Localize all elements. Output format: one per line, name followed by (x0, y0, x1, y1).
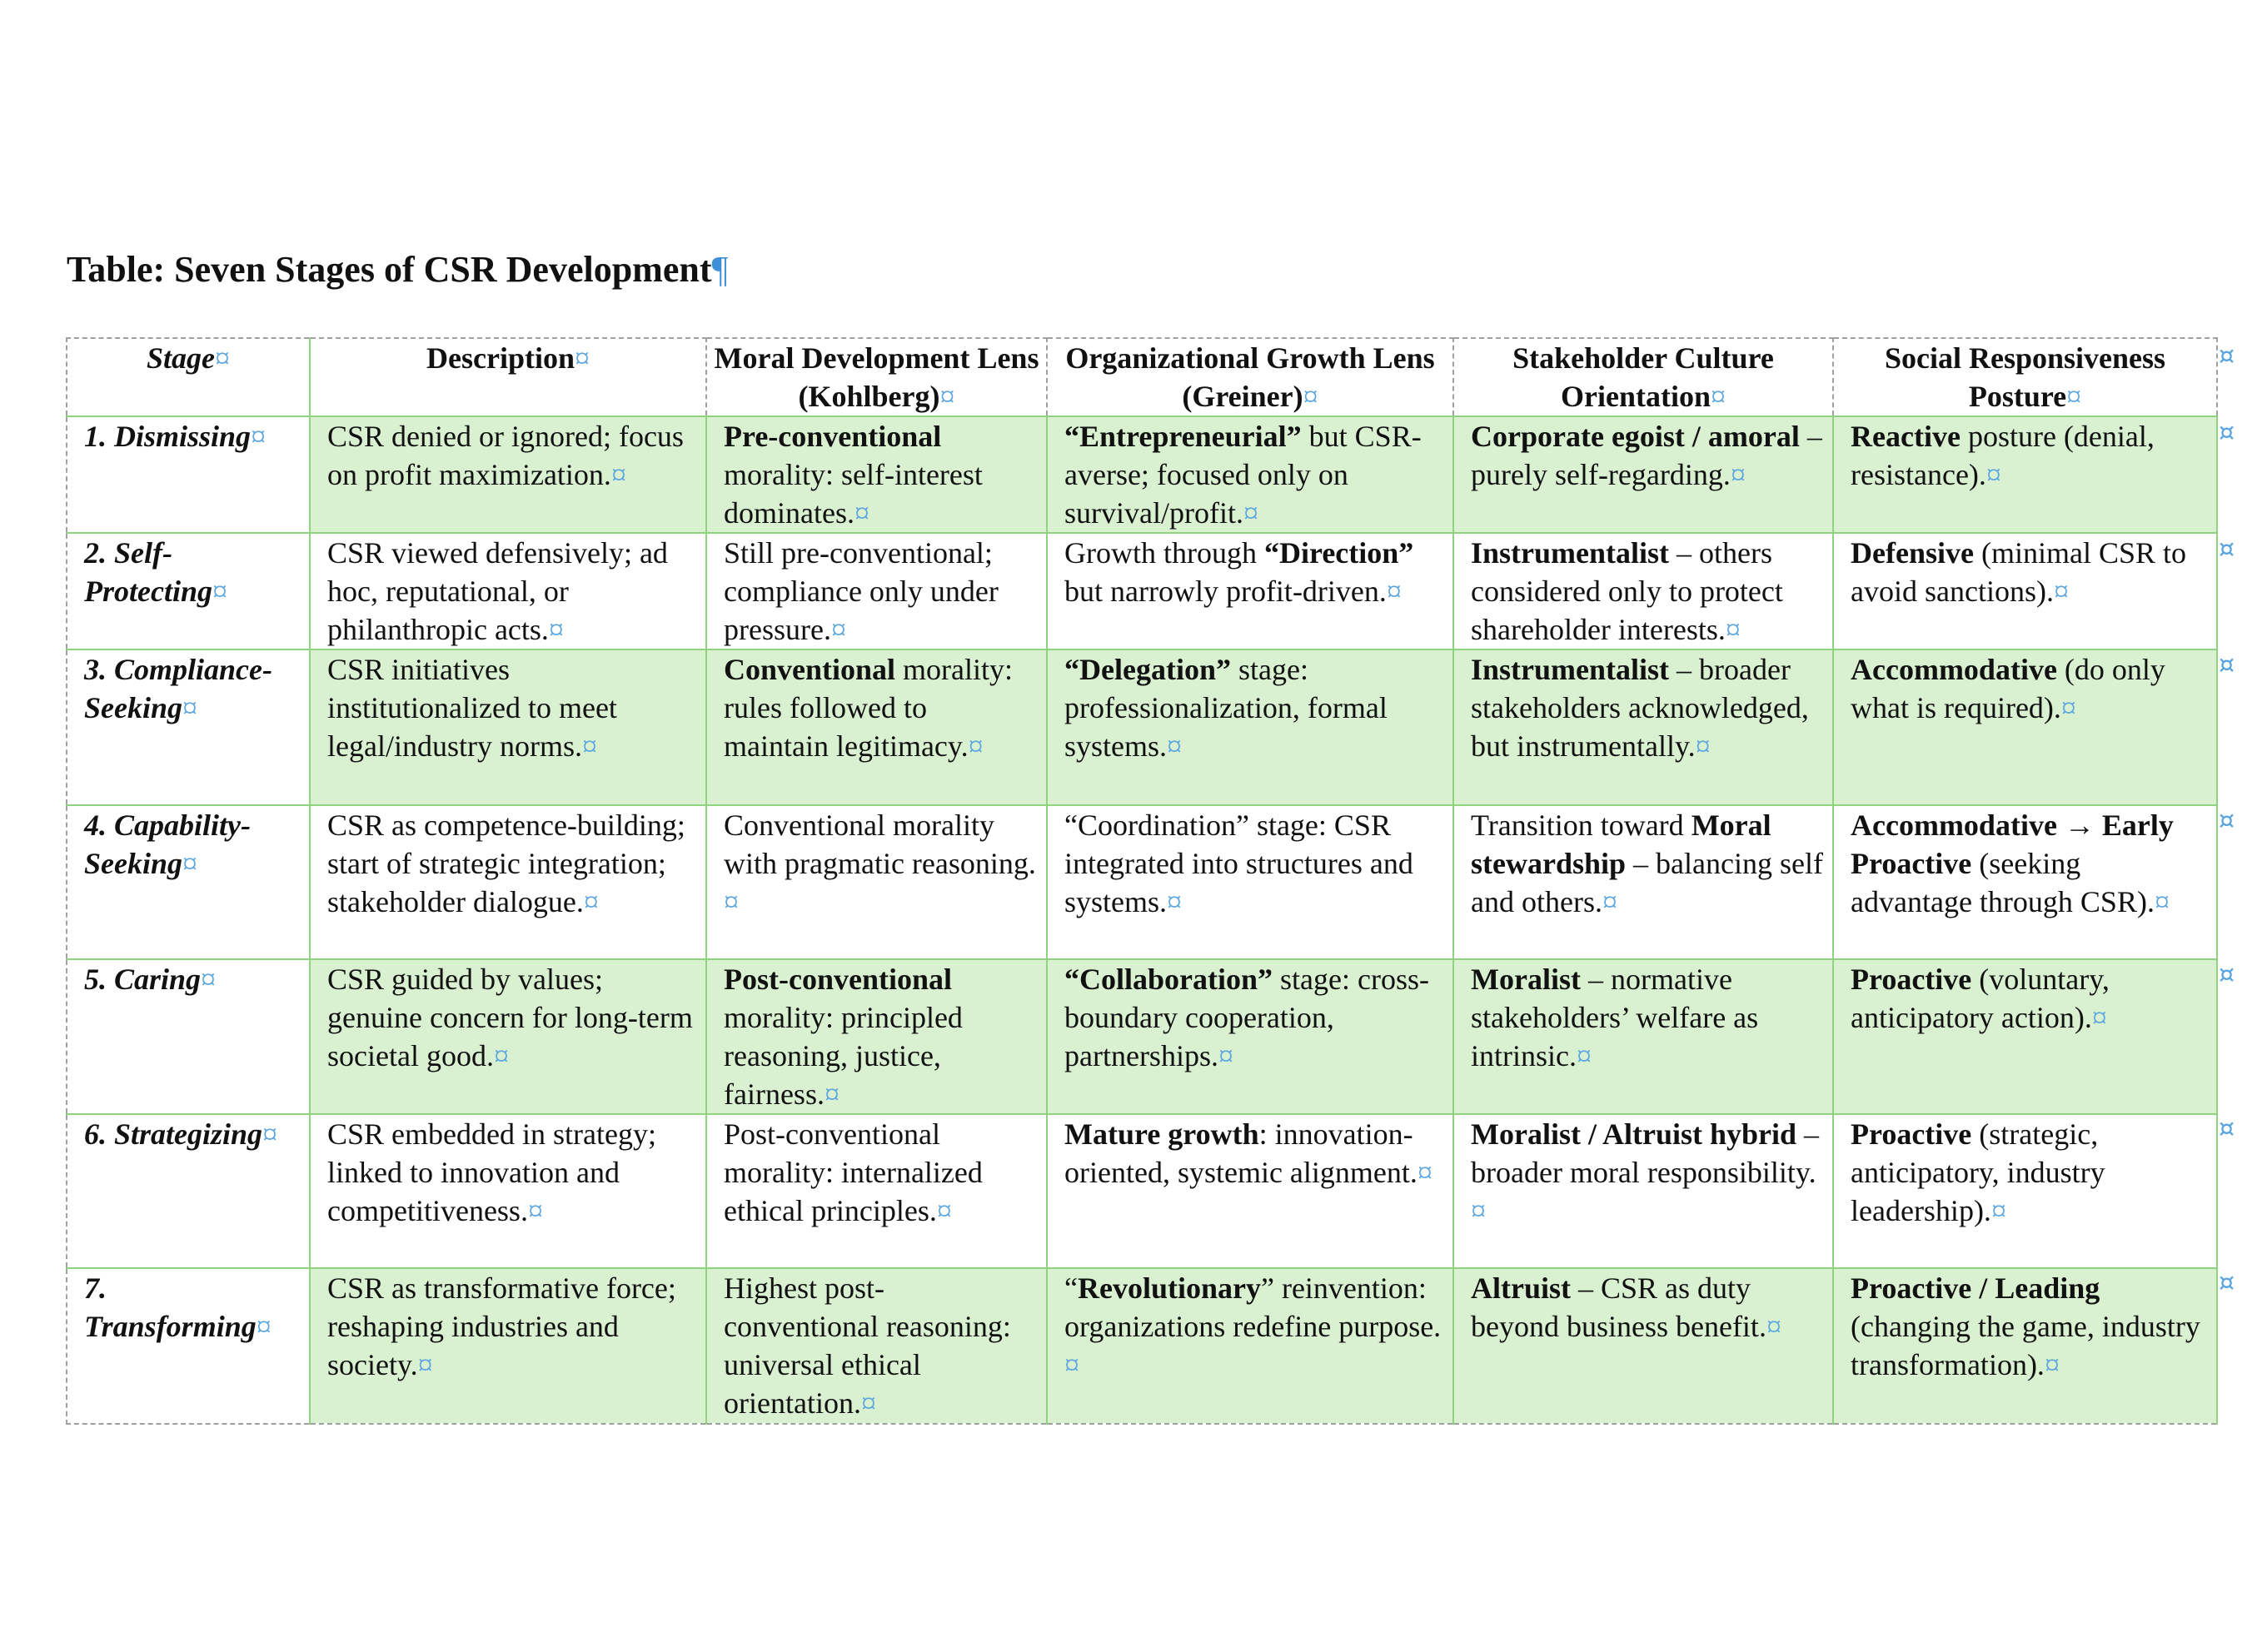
org-cell: Growth through “Direction” but narrowly profit-driven.¤ (1047, 533, 1453, 649)
cell-end-mark: ¤ (2091, 1001, 2107, 1034)
table-row (67, 649, 2217, 805)
description-cell: CSR initiatives institutionalized to meet legal/industry norms.¤ (310, 649, 706, 805)
description-cell: CSR guided by values; genuine concern for long-term societal good.¤ (310, 959, 706, 1114)
cell-end-mark: ¤ (1064, 1348, 1079, 1381)
cell-end-mark: ¤ (830, 613, 846, 646)
org-cell: “Entrepreneurial” but CSR-averse; focused only on survival/profit.¤ (1047, 416, 1453, 533)
cell-end-mark: ¤ (2053, 575, 2069, 608)
table-row (67, 1114, 2217, 1268)
cell-end-mark: ¤ (1417, 1156, 1432, 1189)
cell-end-mark: ¤ (574, 341, 590, 375)
row-end-mark: ¤ (2219, 418, 2235, 447)
stakeholder-cell: Moralist / Altruist hybrid – broader moral responsibility.¤ (1453, 1114, 1833, 1268)
stage-cell: 3. Compliance-Seeking¤ (67, 649, 310, 805)
cell-end-mark: ¤ (1167, 729, 1183, 763)
moral-cell: Post-conventional morality: principled reasoning, justice, fairness.¤ (706, 959, 1047, 1114)
org-cell: “Collaboration” stage: cross-boundary cooperation, partnerships.¤ (1047, 959, 1453, 1114)
table-row (67, 959, 2217, 1114)
stakeholder-cell: Corporate egoist / amoral – purely self-regarding.¤ (1453, 416, 1833, 533)
cell-end-mark: ¤ (527, 1194, 543, 1227)
social-cell: Proactive (strategic, anticipatory, industry leadership).¤ (1833, 1114, 2217, 1268)
cell-end-mark: ¤ (548, 613, 564, 646)
cell-end-mark: ¤ (581, 729, 597, 763)
stage-cell: 2. Self-Protecting¤ (67, 533, 310, 649)
stage-cell: 5. Caring¤ (67, 959, 310, 1114)
cell-end-mark: ¤ (493, 1039, 509, 1072)
stakeholder-cell: Moralist – normative stakeholders’ welfare as intrinsic.¤ (1453, 959, 1833, 1114)
social-cell: Accommodative → Early Proactive (seeking advantage through CSR).¤ (1833, 805, 2217, 959)
pilcrow-mark: ¶ (711, 249, 729, 290)
description-cell: CSR as transformative force; reshaping industries and society.¤ (310, 1268, 706, 1424)
org-cell: “Coordination” stage: CSR integrated into structures and systems.¤ (1047, 805, 1453, 959)
cell-end-mark: ¤ (1725, 613, 1741, 646)
table-title: Table: Seven Stages of CSR Development¶ (67, 249, 729, 290)
stage-cell: 1. Dismissing¤ (67, 416, 310, 533)
header-stakeholder: Stakeholder Culture Orientation¤ (1453, 338, 1833, 416)
cell-end-mark: ¤ (1710, 380, 1726, 413)
moral-cell: Highest post-conventional reasoning: universal ethical orientation.¤ (706, 1268, 1047, 1424)
stakeholder-cell: Instrumentalist – broader stakeholders acknowledged, but instrumentally.¤ (1453, 649, 1833, 805)
description-cell: CSR viewed defensively; ad hoc, reputational, or philanthropic acts.¤ (310, 533, 706, 649)
description-cell: CSR denied or ignored; focus on profit maximization.¤ (310, 416, 706, 533)
cell-end-mark: ¤ (968, 729, 984, 763)
org-cell: “Revolutionary” reinvention: organizations redefine purpose.¤ (1047, 1268, 1453, 1424)
cell-end-mark: ¤ (417, 1348, 433, 1381)
moral-cell: Conventional morality with pragmatic reasoning.¤ (706, 805, 1047, 959)
org-cell: Mature growth: innovation-oriented, systemic alignment.¤ (1047, 1114, 1453, 1268)
cell-end-mark: ¤ (182, 847, 198, 880)
cell-end-mark: ¤ (2154, 885, 2170, 918)
header-row (67, 338, 2217, 416)
table-row (67, 805, 2217, 959)
stage-cell: 4. Capability-Seeking¤ (67, 805, 310, 959)
cell-end-mark: ¤ (215, 341, 230, 375)
header-description: Description¤ (310, 338, 706, 416)
header-moral: Moral Development Lens (Kohlberg)¤ (706, 338, 1047, 416)
cell-end-mark: ¤ (1303, 380, 1318, 413)
cell-end-mark: ¤ (610, 458, 626, 491)
cell-end-mark: ¤ (1695, 729, 1711, 763)
cell-end-mark: ¤ (1766, 1310, 1781, 1343)
moral-cell: Conventional morality: rules followed to maintain legitimacy.¤ (706, 649, 1047, 805)
cell-end-mark: ¤ (1471, 1194, 1486, 1227)
stakeholder-cell: Altruist – CSR as duty beyond business benefit.¤ (1453, 1268, 1833, 1424)
cell-end-mark: ¤ (2066, 380, 2082, 413)
cell-end-mark: ¤ (1386, 575, 1402, 608)
cell-end-mark: ¤ (2060, 691, 2076, 724)
social-cell: Proactive / Leading (changing the game, industry transformation).¤ (1833, 1268, 2217, 1424)
description-cell: CSR as competence-building; start of strategic integration; stakeholder dialogue.¤ (310, 805, 706, 959)
social-cell: Defensive (minimal CSR to avoid sanctions).¤ (1833, 533, 2217, 649)
row-end-mark: ¤ (2219, 1114, 2235, 1143)
header-org: Organizational Growth Lens (Greiner)¤ (1047, 338, 1453, 416)
cell-end-mark: ¤ (2044, 1348, 2060, 1381)
cell-end-mark: ¤ (1218, 1039, 1233, 1072)
row-end-mark: ¤ (2219, 806, 2235, 835)
stage-cell: 7. Transforming¤ (67, 1268, 310, 1424)
table-row (67, 533, 2217, 649)
row-end-mark: ¤ (2219, 650, 2235, 679)
cell-end-mark: ¤ (939, 380, 955, 413)
cell-end-mark: ¤ (724, 885, 739, 918)
cell-end-mark: ¤ (860, 1386, 876, 1420)
row-end-mark: ¤ (2219, 1268, 2235, 1297)
social-cell: Reactive posture (denial, resistance).¤ (1833, 416, 2217, 533)
row-end-mark: ¤ (2219, 960, 2235, 989)
moral-cell: Post-conventional morality: internalized ethical principles.¤ (706, 1114, 1047, 1268)
social-cell: Accommodative (do only what is required).¤ (1833, 649, 2217, 805)
row-end-mark: ¤ (2219, 341, 2235, 371)
cell-end-mark: ¤ (824, 1077, 840, 1111)
row-end-mark: ¤ (2219, 535, 2235, 564)
cell-end-mark: ¤ (251, 420, 267, 453)
header-social: Social Responsiveness Posture¤ (1833, 338, 2217, 416)
cell-end-mark: ¤ (1576, 1039, 1592, 1072)
cell-end-mark: ¤ (1730, 458, 1746, 491)
description-cell: CSR embedded in strategy; linked to innovation and competitiveness.¤ (310, 1114, 706, 1268)
csr-stages-table (66, 337, 2218, 1425)
moral-cell: Pre-conventional morality: self-interest dominates.¤ (706, 416, 1047, 533)
table-row (67, 1268, 2217, 1424)
cell-end-mark: ¤ (201, 963, 217, 996)
cell-end-mark: ¤ (262, 1117, 278, 1151)
cell-end-mark: ¤ (1602, 885, 1617, 918)
table-row (67, 416, 2217, 533)
cell-end-mark: ¤ (212, 575, 227, 608)
stage-cell: 6. Strategizing¤ (67, 1114, 310, 1268)
cell-end-mark: ¤ (256, 1310, 272, 1343)
org-cell: “Delegation” stage: professionalization, formal systems.¤ (1047, 649, 1453, 805)
cell-end-mark: ¤ (182, 691, 198, 724)
stakeholder-cell: Instrumentalist – others considered only to protect shareholder interests.¤ (1453, 533, 1833, 649)
cell-end-mark: ¤ (583, 885, 599, 918)
stakeholder-cell: Transition toward Moral stewardship – balancing self and others.¤ (1453, 805, 1833, 959)
moral-cell: Still pre-conventional; compliance only under pressure.¤ (706, 533, 1047, 649)
header-stage: Stage¤ (67, 338, 310, 416)
cell-end-mark: ¤ (1985, 458, 2001, 491)
cell-end-mark: ¤ (854, 496, 869, 530)
cell-end-mark: ¤ (1990, 1194, 2006, 1227)
cell-end-mark: ¤ (1243, 496, 1258, 530)
social-cell: Proactive (voluntary, anticipatory action).¤ (1833, 959, 2217, 1114)
cell-end-mark: ¤ (1167, 885, 1183, 918)
cell-end-mark: ¤ (936, 1194, 952, 1227)
